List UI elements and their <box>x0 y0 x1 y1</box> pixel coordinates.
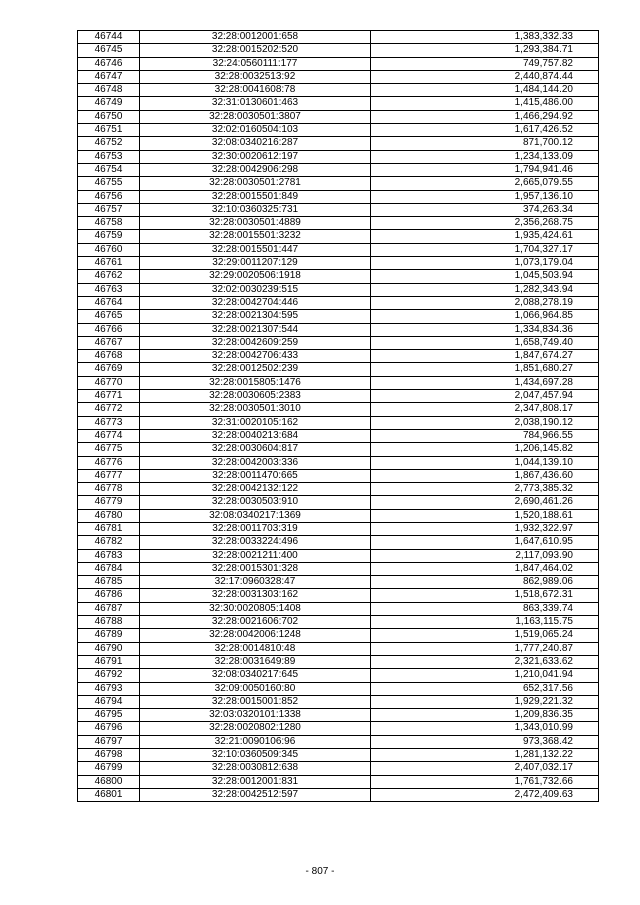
cadastral-number-cell: 32:08:0340216:287 <box>140 137 371 150</box>
table-row <box>78 270 599 283</box>
row-number-cell: 46799 <box>78 762 140 775</box>
row-number-cell: 46792 <box>78 669 140 682</box>
table-row <box>78 57 599 70</box>
cadastral-number-cell: 32:28:0030605:2383 <box>140 390 371 403</box>
cadastral-number-cell: 32:24:0560111:177 <box>140 57 371 70</box>
amount-cell: 1,847,464.02 <box>371 562 599 575</box>
amount-cell: 2,038,190.12 <box>371 416 599 429</box>
cadastral-number-cell: 32:28:0042006:1248 <box>140 629 371 642</box>
cadastral-number-cell: 32:08:0340217:645 <box>140 669 371 682</box>
amount-cell: 2,407,032.17 <box>371 762 599 775</box>
table-row <box>78 483 599 496</box>
table-row <box>78 403 599 416</box>
cadastral-number-cell: 32:31:0130601:463 <box>140 97 371 110</box>
table-row <box>78 496 599 509</box>
table-row <box>78 602 599 615</box>
amount-cell: 652,317.56 <box>371 682 599 695</box>
amount-cell: 1,073,179.04 <box>371 257 599 270</box>
amount-cell: 1,234,133.09 <box>371 150 599 163</box>
cadastral-number-cell: 32:02:0030239:515 <box>140 283 371 296</box>
table-row <box>78 522 599 535</box>
row-number-cell: 46771 <box>78 390 140 403</box>
cadastral-number-cell: 32:28:0011703:319 <box>140 522 371 535</box>
row-number-cell: 46768 <box>78 350 140 363</box>
cadastral-number-cell: 32:29:0020506:1918 <box>140 270 371 283</box>
amount-cell: 1,066,964.85 <box>371 310 599 323</box>
cadastral-number-cell: 32:28:0030501:4889 <box>140 217 371 230</box>
row-number-cell: 46770 <box>78 376 140 389</box>
row-number-cell: 46783 <box>78 549 140 562</box>
row-number-cell: 46775 <box>78 443 140 456</box>
cadastral-number-cell: 32:28:0042132:122 <box>140 483 371 496</box>
row-number-cell: 46776 <box>78 456 140 469</box>
row-number-cell: 46757 <box>78 203 140 216</box>
cadastral-number-cell: 32:30:0020612:197 <box>140 150 371 163</box>
cadastral-number-cell: 32:28:0042706:433 <box>140 350 371 363</box>
row-number-cell: 46786 <box>78 589 140 602</box>
row-number-cell: 46801 <box>78 788 140 801</box>
amount-cell: 2,088,278.19 <box>371 296 599 309</box>
amount-cell: 1,847,674.27 <box>371 350 599 363</box>
cadastral-number-cell: 32:28:0031649:89 <box>140 655 371 668</box>
row-number-cell: 46753 <box>78 150 140 163</box>
cadastral-number-cell: 32:28:0012502:239 <box>140 363 371 376</box>
cadastral-number-cell: 32:28:0030501:3807 <box>140 110 371 123</box>
amount-cell: 1,867,436.60 <box>371 469 599 482</box>
cadastral-number-cell: 32:28:0030812:638 <box>140 762 371 775</box>
amount-cell: 1,466,294.92 <box>371 110 599 123</box>
amount-cell: 862,989.06 <box>371 576 599 589</box>
table-row <box>78 735 599 748</box>
row-number-cell: 46780 <box>78 509 140 522</box>
table-row <box>78 456 599 469</box>
table-row <box>78 788 599 801</box>
amount-cell: 1,163,115.75 <box>371 616 599 629</box>
table-row <box>78 642 599 655</box>
row-number-cell: 46756 <box>78 190 140 203</box>
cadastral-number-cell: 32:28:0015202:520 <box>140 44 371 57</box>
table-row <box>78 549 599 562</box>
amount-cell: 1,647,610.95 <box>371 536 599 549</box>
table-row <box>78 97 599 110</box>
cadastral-number-cell: 32:08:0340217:1369 <box>140 509 371 522</box>
amount-cell: 1,334,834.36 <box>371 323 599 336</box>
cadastral-number-cell: 32:28:0041608:78 <box>140 84 371 97</box>
cadastral-number-cell: 32:28:0031303:162 <box>140 589 371 602</box>
table-row <box>78 536 599 549</box>
amount-cell: 1,206,145.82 <box>371 443 599 456</box>
row-number-cell: 46766 <box>78 323 140 336</box>
table-row <box>78 44 599 57</box>
table-row <box>78 84 599 97</box>
table-body <box>78 31 599 802</box>
cadastral-number-cell: 32:02:0160504:103 <box>140 124 371 137</box>
amount-cell: 1,777,240.87 <box>371 642 599 655</box>
row-number-cell: 46797 <box>78 735 140 748</box>
row-number-cell: 46798 <box>78 749 140 762</box>
row-number-cell: 46752 <box>78 137 140 150</box>
row-number-cell: 46750 <box>78 110 140 123</box>
row-number-cell: 46790 <box>78 642 140 655</box>
cadastral-number-cell: 32:30:0020805:1408 <box>140 602 371 615</box>
cadastral-number-cell: 32:31:0020105:162 <box>140 416 371 429</box>
row-number-cell: 46746 <box>78 57 140 70</box>
row-number-cell: 46788 <box>78 616 140 629</box>
row-number-cell: 46745 <box>78 44 140 57</box>
cadastral-number-cell: 32:28:0021304:595 <box>140 310 371 323</box>
table-row <box>78 150 599 163</box>
table-row <box>78 177 599 190</box>
cadastral-number-cell: 32:28:0030604:817 <box>140 443 371 456</box>
cadastral-number-cell: 32:03:0320101:1338 <box>140 709 371 722</box>
table-row <box>78 562 599 575</box>
cadastral-number-cell: 32:28:0042906:298 <box>140 163 371 176</box>
row-number-cell: 46751 <box>78 124 140 137</box>
amount-cell: 1,851,680.27 <box>371 363 599 376</box>
amount-cell: 1,794,941.46 <box>371 163 599 176</box>
table-row <box>78 749 599 762</box>
amount-cell: 1,617,426.52 <box>371 124 599 137</box>
amount-cell: 1,520,188.61 <box>371 509 599 522</box>
table-row <box>78 443 599 456</box>
table-row <box>78 589 599 602</box>
amount-cell: 1,415,486.00 <box>371 97 599 110</box>
cadastral-number-cell: 32:28:0021606:702 <box>140 616 371 629</box>
row-number-cell: 46796 <box>78 722 140 735</box>
row-number-cell: 46800 <box>78 775 140 788</box>
row-number-cell: 46784 <box>78 562 140 575</box>
amount-cell: 1,045,503.94 <box>371 270 599 283</box>
amount-cell: 784,966.55 <box>371 429 599 442</box>
table-row <box>78 230 599 243</box>
row-number-cell: 46772 <box>78 403 140 416</box>
table-row <box>78 762 599 775</box>
table-row <box>78 310 599 323</box>
table-row <box>78 669 599 682</box>
cadastral-number-cell: 32:17:0960328:47 <box>140 576 371 589</box>
table-row <box>78 390 599 403</box>
row-number-cell: 46791 <box>78 655 140 668</box>
table-row <box>78 629 599 642</box>
row-number-cell: 46777 <box>78 469 140 482</box>
table-row <box>78 31 599 44</box>
cadastral-number-cell: 32:28:0030501:2781 <box>140 177 371 190</box>
table-row <box>78 243 599 256</box>
cadastral-number-cell: 32:28:0040213:684 <box>140 429 371 442</box>
amount-cell: 1,044,139.10 <box>371 456 599 469</box>
table-row <box>78 336 599 349</box>
table-row <box>78 137 599 150</box>
table-row <box>78 124 599 137</box>
amount-cell: 1,484,144.20 <box>371 84 599 97</box>
table-row <box>78 363 599 376</box>
amount-cell: 2,117,093.90 <box>371 549 599 562</box>
table-row <box>78 655 599 668</box>
table-row <box>78 709 599 722</box>
cadastral-number-cell: 32:21:0090106:96 <box>140 735 371 748</box>
row-number-cell: 46781 <box>78 522 140 535</box>
table-row <box>78 616 599 629</box>
amount-cell: 374,263.34 <box>371 203 599 216</box>
amount-cell: 1,210,041.94 <box>371 669 599 682</box>
cadastral-number-cell: 32:28:0015501:849 <box>140 190 371 203</box>
amount-cell: 1,519,065.24 <box>371 629 599 642</box>
cadastral-number-cell: 32:28:0015001:852 <box>140 695 371 708</box>
cadastral-number-cell: 32:28:0014810:48 <box>140 642 371 655</box>
cadastral-number-cell: 32:28:0015805:1476 <box>140 376 371 389</box>
cadastral-number-cell: 32:28:0042609:259 <box>140 336 371 349</box>
amount-cell: 1,282,343.94 <box>371 283 599 296</box>
amount-cell: 1,293,384.71 <box>371 44 599 57</box>
amount-cell: 2,047,457.94 <box>371 390 599 403</box>
row-number-cell: 46765 <box>78 310 140 323</box>
table-row <box>78 350 599 363</box>
row-number-cell: 46748 <box>78 84 140 97</box>
amount-cell: 2,440,874.44 <box>371 70 599 83</box>
row-number-cell: 46778 <box>78 483 140 496</box>
cadastral-number-cell: 32:28:0015501:447 <box>140 243 371 256</box>
table-row <box>78 695 599 708</box>
row-number-cell: 46761 <box>78 257 140 270</box>
table-row <box>78 429 599 442</box>
cadastral-number-cell: 32:28:0012001:658 <box>140 31 371 44</box>
table-row <box>78 682 599 695</box>
cadastral-number-cell: 32:28:0042704:446 <box>140 296 371 309</box>
page-number: - 807 - <box>305 866 335 877</box>
cadastral-number-cell: 32:28:0015501:3232 <box>140 230 371 243</box>
table-row <box>78 376 599 389</box>
table-row <box>78 509 599 522</box>
row-number-cell: 46774 <box>78 429 140 442</box>
amount-cell: 2,321,633.62 <box>371 655 599 668</box>
row-number-cell: 46763 <box>78 283 140 296</box>
row-number-cell: 46787 <box>78 602 140 615</box>
cadastral-number-cell: 32:28:0030501:3010 <box>140 403 371 416</box>
amount-cell: 1,209,836.35 <box>371 709 599 722</box>
amount-cell: 1,434,697.28 <box>371 376 599 389</box>
table-row <box>78 110 599 123</box>
row-number-cell: 46769 <box>78 363 140 376</box>
cadastral-number-cell: 32:28:0042003:336 <box>140 456 371 469</box>
table-row <box>78 722 599 735</box>
cadastral-number-cell: 32:28:0011470:665 <box>140 469 371 482</box>
row-number-cell: 46744 <box>78 31 140 44</box>
row-number-cell: 46789 <box>78 629 140 642</box>
table-row <box>78 469 599 482</box>
cadastral-number-cell: 32:28:0015301:328 <box>140 562 371 575</box>
amount-cell: 2,472,409.63 <box>371 788 599 801</box>
table-row <box>78 296 599 309</box>
amount-cell: 2,773,385.32 <box>371 483 599 496</box>
row-number-cell: 46782 <box>78 536 140 549</box>
cadastral-number-cell: 32:28:0032513:92 <box>140 70 371 83</box>
row-number-cell: 46793 <box>78 682 140 695</box>
amount-cell: 973,368.42 <box>371 735 599 748</box>
row-number-cell: 46795 <box>78 709 140 722</box>
amount-cell: 1,658,749.40 <box>371 336 599 349</box>
amount-cell: 1,935,424.61 <box>371 230 599 243</box>
amount-cell: 2,665,079.55 <box>371 177 599 190</box>
amount-cell: 1,383,332.33 <box>371 31 599 44</box>
cadastral-number-cell: 32:28:0030503:910 <box>140 496 371 509</box>
amount-cell: 2,347,808.17 <box>371 403 599 416</box>
row-number-cell: 46794 <box>78 695 140 708</box>
row-number-cell: 46785 <box>78 576 140 589</box>
cadastral-table <box>77 30 599 802</box>
table-row <box>78 70 599 83</box>
row-number-cell: 46767 <box>78 336 140 349</box>
amount-cell: 1,929,221.32 <box>371 695 599 708</box>
row-number-cell: 46754 <box>78 163 140 176</box>
table-row <box>78 416 599 429</box>
row-number-cell: 46764 <box>78 296 140 309</box>
cadastral-number-cell: 32:28:0021307:544 <box>140 323 371 336</box>
amount-cell: 1,761,732.66 <box>371 775 599 788</box>
row-number-cell: 46758 <box>78 217 140 230</box>
amount-cell: 1,281,132.22 <box>371 749 599 762</box>
row-number-cell: 46760 <box>78 243 140 256</box>
cadastral-number-cell: 32:10:0360509:345 <box>140 749 371 762</box>
row-number-cell: 46773 <box>78 416 140 429</box>
amount-cell: 863,339.74 <box>371 602 599 615</box>
amount-cell: 1,704,327.17 <box>371 243 599 256</box>
amount-cell: 871,700.12 <box>371 137 599 150</box>
row-number-cell: 46747 <box>78 70 140 83</box>
row-number-cell: 46749 <box>78 97 140 110</box>
amount-cell: 2,690,461.26 <box>371 496 599 509</box>
cadastral-number-cell: 32:28:0020802:1280 <box>140 722 371 735</box>
cadastral-number-cell: 32:28:0021211:400 <box>140 549 371 562</box>
cadastral-number-cell: 32:28:0042512:597 <box>140 788 371 801</box>
table-row <box>78 163 599 176</box>
table-row <box>78 775 599 788</box>
cadastral-number-cell: 32:28:0012001:831 <box>140 775 371 788</box>
table-row <box>78 323 599 336</box>
cadastral-number-cell: 32:29:0011207:129 <box>140 257 371 270</box>
table-row <box>78 576 599 589</box>
table-row <box>78 190 599 203</box>
cadastral-number-cell: 32:28:0033224:496 <box>140 536 371 549</box>
row-number-cell: 46759 <box>78 230 140 243</box>
table-row <box>78 203 599 216</box>
table-row <box>78 283 599 296</box>
amount-cell: 1,518,672.31 <box>371 589 599 602</box>
row-number-cell: 46755 <box>78 177 140 190</box>
table-row <box>78 257 599 270</box>
cadastral-number-cell: 32:10:0360325:731 <box>140 203 371 216</box>
amount-cell: 749,757.82 <box>371 57 599 70</box>
amount-cell: 1,932,322.97 <box>371 522 599 535</box>
row-number-cell: 46762 <box>78 270 140 283</box>
row-number-cell: 46779 <box>78 496 140 509</box>
cadastral-number-cell: 32:09:0050160:80 <box>140 682 371 695</box>
amount-cell: 1,343,010.99 <box>371 722 599 735</box>
amount-cell: 1,957,136.10 <box>371 190 599 203</box>
table-row <box>78 217 599 230</box>
amount-cell: 2,356,268.75 <box>371 217 599 230</box>
